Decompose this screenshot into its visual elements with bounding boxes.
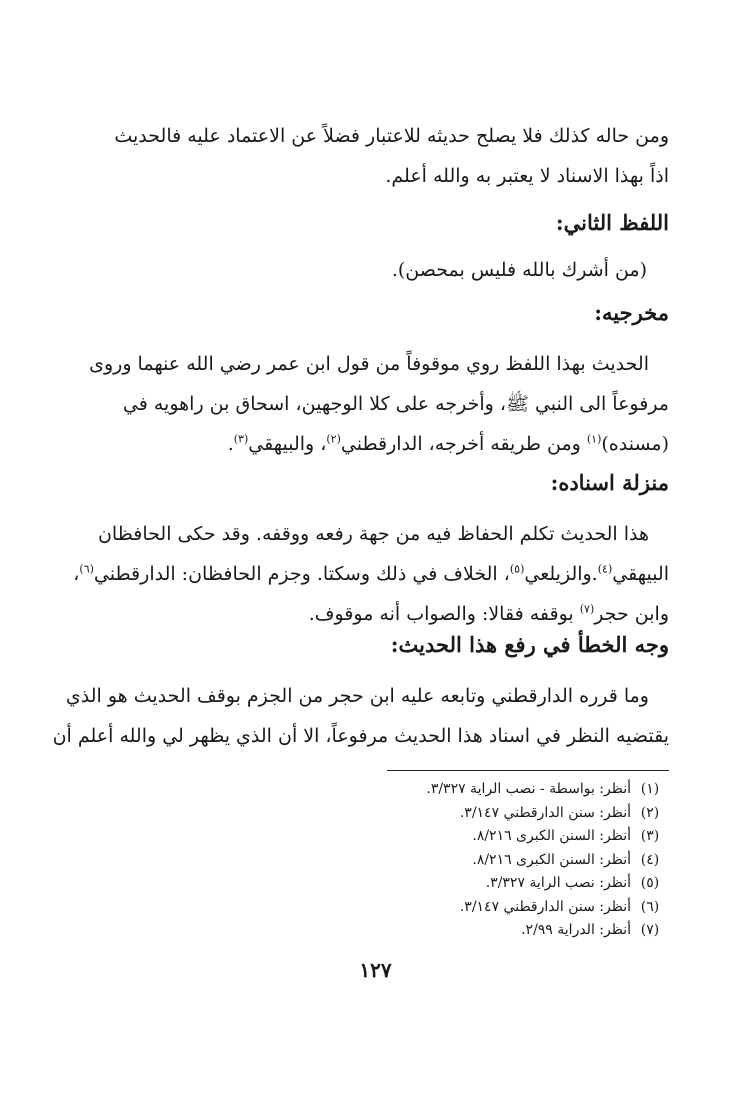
footnote-number: (٧) [640, 922, 660, 938]
footnote-number: (٣) [640, 828, 660, 844]
footnote-ref[interactable]: (٦) [79, 562, 94, 576]
text-run: بوقفه فقالا: والصواب أنه موقوف. [308, 603, 580, 625]
footnote-ref[interactable]: (٥) [509, 562, 525, 576]
footnote-text: أنظر: بواسطة - نصب الراية ٣/٣٢٧. [426, 781, 631, 797]
paragraph-line: مرفوعاً الى النبي ﷺ، وأخرجه على كلا الوجهين، اسحاق بن راهويه في [122, 393, 669, 415]
footnote-ref[interactable]: (٤) [597, 562, 613, 576]
text-run: ومن طريقه أخرجه، الدارقطني [340, 433, 587, 455]
paragraph-line: يقتضيه النظر في اسناد هذا الحديث مرفوعاً، الا أن الذي يظهر لي والله أعلم أن [52, 725, 669, 747]
section-heading-takhrij: مخرجيه: [594, 300, 669, 325]
footnote-text: أنظر: الدراية ٢/٩٩. [521, 922, 631, 938]
footnote-text: أنظر: السنن الكبرى ٨/٢١٦. [472, 851, 631, 868]
footnote-item [269, 896, 669, 920]
paragraph-line: اذاً بهذا الاسناد لا يعتبر به والله أعلم. [385, 165, 669, 187]
paragraph-takhrij [79, 344, 669, 464]
footnote-number: (٤) [640, 851, 660, 868]
footnote-item [269, 849, 669, 873]
paragraph-line: الحديث بهذا اللفظ روي موقوفاً من قول ابن عمر رضي الله عنهما وروى [89, 353, 649, 375]
footnote-text: أنظر: نصب الراية ٣/٣٢٧. [485, 875, 631, 891]
footnote-text: أنظر: سنن الدارقطني ٣/١٤٧. [459, 804, 631, 821]
text-run: وابن حجر [594, 603, 669, 625]
paragraph-line [79, 594, 669, 634]
footnote-ref[interactable]: (٣) [233, 432, 249, 446]
text-run: ، [73, 563, 80, 585]
text-run: ، والبيهقي [248, 433, 327, 455]
text-run: (مسنده) [601, 433, 669, 455]
paragraph-line: وما قرره الدارقطني وتابعه عليه ابن حجر من الجزم بوقف الحديث هو الذي [65, 685, 649, 707]
paragraph-intro [79, 116, 669, 196]
page-number: ١٢٧ [359, 958, 392, 982]
text-run: .والزيلعي [524, 563, 598, 585]
footnote-item [269, 872, 669, 896]
footnote-number: (٦) [640, 898, 660, 915]
footnote-item [269, 802, 669, 826]
footnote-number: (٥) [640, 875, 660, 891]
section-heading-isnad-status: منزلة اسناده: [550, 470, 669, 495]
footnote-separator [387, 770, 669, 771]
footnote-ref[interactable]: (٢) [326, 432, 341, 446]
paragraph-line: ومن حاله كذلك فلا يصلح حديثه للاعتبار فضلاً عن الاعتماد عليه فالحديث [114, 125, 669, 147]
footnote-item [269, 825, 669, 849]
paragraph-line [79, 424, 669, 464]
text-run: البيهقي [612, 563, 669, 585]
paragraph-isnad [73, 514, 669, 634]
footnote-item [269, 919, 669, 943]
footnote-ref[interactable]: (١) [586, 432, 602, 446]
footnote-text: أنظر: السنن الكبرى ٨/٢١٦. [472, 828, 631, 844]
hadith-quote [57, 250, 647, 290]
footnote-number: (٢) [640, 804, 660, 821]
section-heading-second-wording: اللفظ الثاني: [555, 210, 669, 235]
text-run: . [227, 433, 234, 455]
paragraph-line: هذا الحديث تكلم الحفاظ فيه من جهة رفعه ووقفه. وقد حكى الحافظان [97, 523, 649, 545]
section-heading-error: وجه الخطأ في رفع هذا الحديث: [390, 632, 669, 657]
footnote-item [269, 778, 669, 802]
quote-text: (من أشرك بالله فليس بمحصن). [391, 259, 647, 281]
footnote-number: (١) [640, 781, 660, 797]
footnotes-list [269, 778, 669, 943]
paragraph-error [52, 676, 669, 756]
footnote-text: أنظر: سنن الدارقطني ٣/١٤٧. [459, 898, 631, 915]
text-run: ، الخلاف في ذلك وسكتا. وجزم الحافظان: الدارقطني [93, 563, 510, 585]
footnote-ref[interactable]: (٧) [579, 602, 595, 616]
paragraph-line [73, 554, 669, 594]
